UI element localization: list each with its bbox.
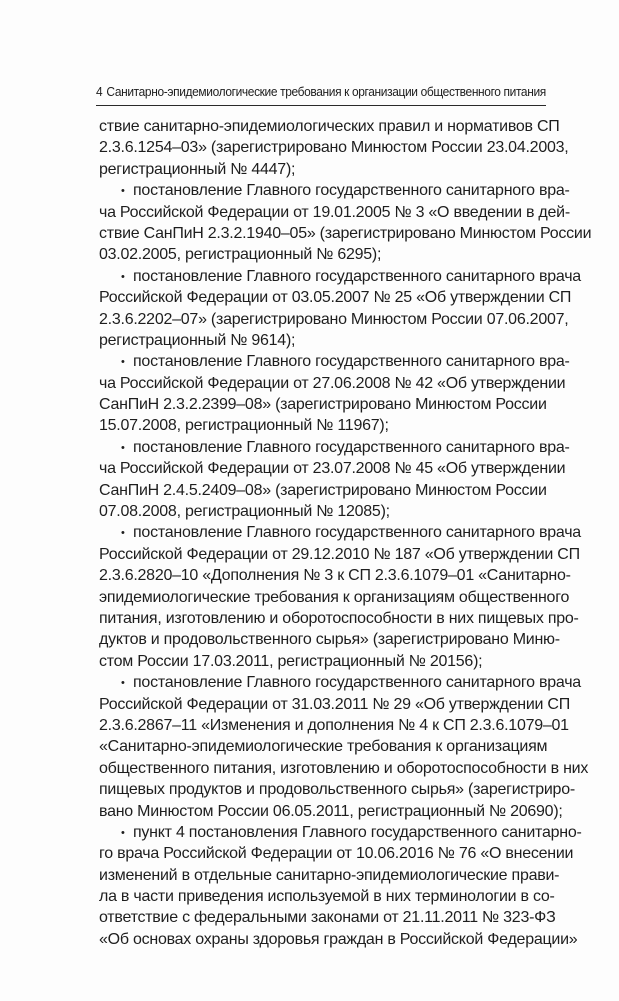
line-text: постановление Главного государственного санитарного врача [133, 674, 581, 692]
line-text: ча Российской Федерации от 27.06.2008 № 42 «Об утверждении [99, 374, 566, 392]
line-text: питания, изготовлению и оборотоспособности в них пищевых про- [99, 609, 579, 627]
bullet-icon: • [121, 441, 125, 454]
line-text: постановление Главного государственного санитарного врача [133, 267, 581, 285]
line-text: дуктов и продовольственного сырья» (зарегистрировано Миню- [99, 631, 560, 649]
line-text: пищевых продуктов и продовольственного сырья» (зарегистриро- [99, 781, 575, 799]
text-line [99, 394, 547, 415]
text-line [99, 522, 581, 543]
line-text: постановление Главного государственного санитарного вра- [133, 438, 570, 456]
header-rule [96, 105, 546, 106]
text-line [99, 651, 544, 672]
line-text: Российской Федерации от 29.12.2010 № 187 «Об утверждении СП [99, 545, 580, 563]
bullet-icon: • [121, 185, 125, 198]
line-text: «Об основах охраны здоровья граждан в Российской Федерации» [99, 930, 578, 948]
line-text: вано Минюстом России 06.05.2011, регистрационный № 20690); [99, 802, 563, 820]
text-line [99, 202, 570, 223]
text-line [99, 159, 544, 180]
text-line [99, 715, 569, 736]
text-line [99, 801, 563, 822]
text-line [99, 608, 579, 629]
line-text: ла в части приведения используемой в них терминологии в со- [99, 888, 555, 906]
text-line [99, 501, 544, 522]
bullet-icon: • [121, 527, 125, 540]
text-line [99, 415, 544, 436]
text-line [99, 330, 544, 351]
line-text: ствие СанПиН 2.3.2.1940–05» (зарегистрировано Минюстом России [99, 224, 592, 242]
text-line [99, 779, 575, 800]
line-text: ствие санитарно-эпидемиологических правил и нормативов СП [99, 118, 560, 135]
body-text [99, 116, 592, 950]
line-text: 15.07.2008, регистрационный № 11967); [99, 417, 389, 435]
bullet-paragraph [99, 351, 570, 437]
bullet-paragraph [99, 822, 582, 950]
text-line [99, 137, 569, 158]
bullet-icon: • [121, 270, 125, 283]
line-text: стом России 17.03.2011, регистрационный № 20156); [99, 652, 483, 670]
page-number: 4 [96, 84, 103, 99]
text-line [99, 865, 560, 886]
text-line [99, 758, 589, 779]
line-text: ча Российской Федерации от 19.01.2005 № 3 «О введении в дей- [99, 203, 570, 221]
text-line [99, 458, 566, 479]
line-text: изменений в отдельные санитарно-эпидемиологические прави- [99, 866, 560, 884]
line-text: го врача Российской Федерации от 10.06.2016 № 76 «О внесении [99, 845, 574, 863]
bullet-paragraph [99, 266, 581, 352]
line-text: СанПиН 2.4.5.2409–08» (зарегистрировано Минюстом России [99, 481, 547, 499]
bullet-icon: • [121, 356, 125, 369]
text-line [99, 629, 560, 650]
text-line [99, 116, 560, 137]
text-line [99, 244, 544, 265]
text-line [99, 266, 581, 287]
line-text: Российской Федерации от 31.03.2011 № 29 «Об утверждении СП [99, 695, 570, 713]
bullet-paragraph [99, 180, 592, 266]
line-text: общественного питания, изготовлению и оборотоспособности в них [99, 759, 589, 777]
text-line [99, 351, 570, 372]
running-title: Санитарно-эпидемиологические требования к организации общественного питания [106, 84, 546, 99]
line-text: ча Российской Федерации от 23.07.2008 № 45 «Об утверждении [99, 460, 566, 478]
line-text: постановление Главного государственного санитарного вра- [133, 182, 570, 200]
text-line [99, 587, 570, 608]
line-text: постановление Главного государственного санитарного врача [133, 524, 581, 542]
paragraph [99, 116, 569, 180]
line-text: регистрационный № 9614); [99, 331, 296, 349]
text-line [99, 373, 566, 394]
text-line [99, 929, 578, 950]
line-text: постановление Главного государственного санитарного вра- [133, 353, 570, 371]
text-line [99, 223, 592, 244]
line-text: регистрационный № 4447); [99, 160, 296, 178]
text-line [99, 180, 570, 201]
line-text: Российской Федерации от 03.05.2007 № 25 «Об утверждении СП [99, 289, 572, 307]
line-text: 07.08.2008, регистрационный № 12085); [99, 503, 390, 521]
bullet-paragraph [99, 522, 581, 672]
text-line [99, 886, 555, 907]
text-line [99, 480, 547, 501]
line-text: 2.3.6.2820–10 «Дополнения № 3 к СП 2.3.6.1079–01 «Санитарно- [99, 567, 571, 585]
line-text: «Санитарно-эпидемиологические требования к организациям [99, 738, 548, 756]
line-text: ответствие с федеральными законами от 21.11.2011 № 323-ФЗ [99, 909, 556, 927]
text-line [99, 287, 572, 308]
text-line [99, 672, 581, 693]
line-text: пункт 4 постановления Главного государственного санитарно- [133, 823, 582, 841]
line-text: 03.02.2005, регистрационный № 6295); [99, 246, 382, 264]
line-text: 2.3.6.2867–11 «Изменения и дополнения № 4 к СП 2.3.6.1079–01 [99, 716, 569, 734]
bullet-paragraph [99, 437, 570, 523]
text-line [99, 843, 574, 864]
bullet-paragraph [99, 672, 589, 822]
line-text: 2.3.6.2202–07» (зарегистрировано Минюстом России 07.06.2007, [99, 310, 569, 328]
text-line [99, 544, 580, 565]
running-header [96, 84, 546, 99]
line-text: 2.3.6.1254–03» (зарегистрировано Минюстом России 23.04.2003, [99, 139, 569, 157]
text-line [99, 309, 569, 330]
text-line [99, 437, 570, 458]
line-text: эпидемиологические требования к организациям общественного [99, 588, 570, 606]
line-text: СанПиН 2.3.2.2399–08» (зарегистрировано Минюстом России [99, 396, 547, 414]
bullet-icon: • [121, 677, 125, 690]
text-line [99, 694, 570, 715]
text-line [99, 736, 548, 757]
text-line [99, 565, 571, 586]
text-line [99, 907, 556, 928]
text-line [99, 822, 582, 843]
bullet-icon: • [121, 826, 125, 839]
